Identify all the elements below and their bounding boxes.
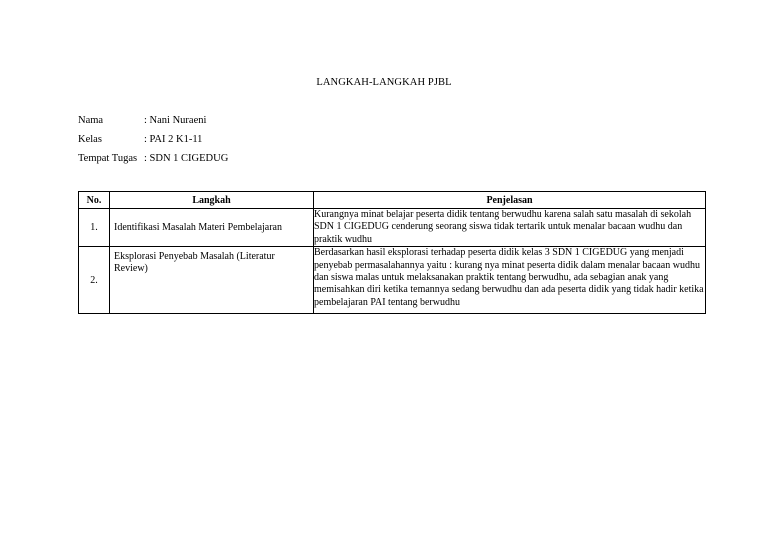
table-row — [79, 209, 706, 247]
header-no: No. — [79, 192, 110, 209]
row-step: Identifikasi Masalah Materi Pembelajaran — [110, 209, 314, 247]
row-number: 2. — [79, 247, 110, 314]
info-label: Nama — [78, 115, 104, 126]
table-row — [79, 247, 706, 314]
info-nama — [78, 115, 206, 126]
row-description: Berdasarkan hasil eksplorasi terhadap peserta didik kelas 3 SDN 1 CIGEDUG yang menjadi penyebab permasalahannya yaitu : kurang nya minat peserta didik dalam menalar bacaan wudhu dan siswa malas untuk melaksanakan praktik tentang berwudhu, ada sebagian anak yang memisahkan diri ketika temannya sedang berwudhu dan ada peserta didik yang tidak hadir ketika pembelajaran PAI tentang berwudhu — [314, 247, 706, 314]
info-kelas — [78, 134, 202, 145]
document-title: LANGKAH-LANGKAH PJBL — [316, 77, 452, 88]
header-penjelasan: Penjelasan — [314, 192, 706, 209]
row-number: 1. — [79, 209, 110, 247]
row-description: Kurangnya minat belajar peserta didik tentang berwudhu karena salah satu masalah di sekolah SDN 1 CIGEDUG cenderung seorang siswa tidak tertarik untuk menalar bacaan wudhu dan praktik wudhu — [314, 209, 706, 247]
info-tempat-tugas — [78, 153, 228, 164]
header-langkah: Langkah — [110, 192, 314, 209]
info-value: : Nani Nuraeni — [144, 115, 207, 126]
info-value: : PAI 2 K1-11 — [144, 134, 203, 145]
row-step: Eksplorasi Penyebab Masalah (Literatur Review) — [110, 247, 314, 314]
table-header-row — [79, 192, 706, 209]
info-value: : SDN 1 CIGEDUG — [144, 153, 229, 164]
steps-table — [78, 191, 706, 314]
info-label: Tempat Tugas — [78, 153, 138, 164]
info-label: Kelas — [78, 134, 102, 145]
